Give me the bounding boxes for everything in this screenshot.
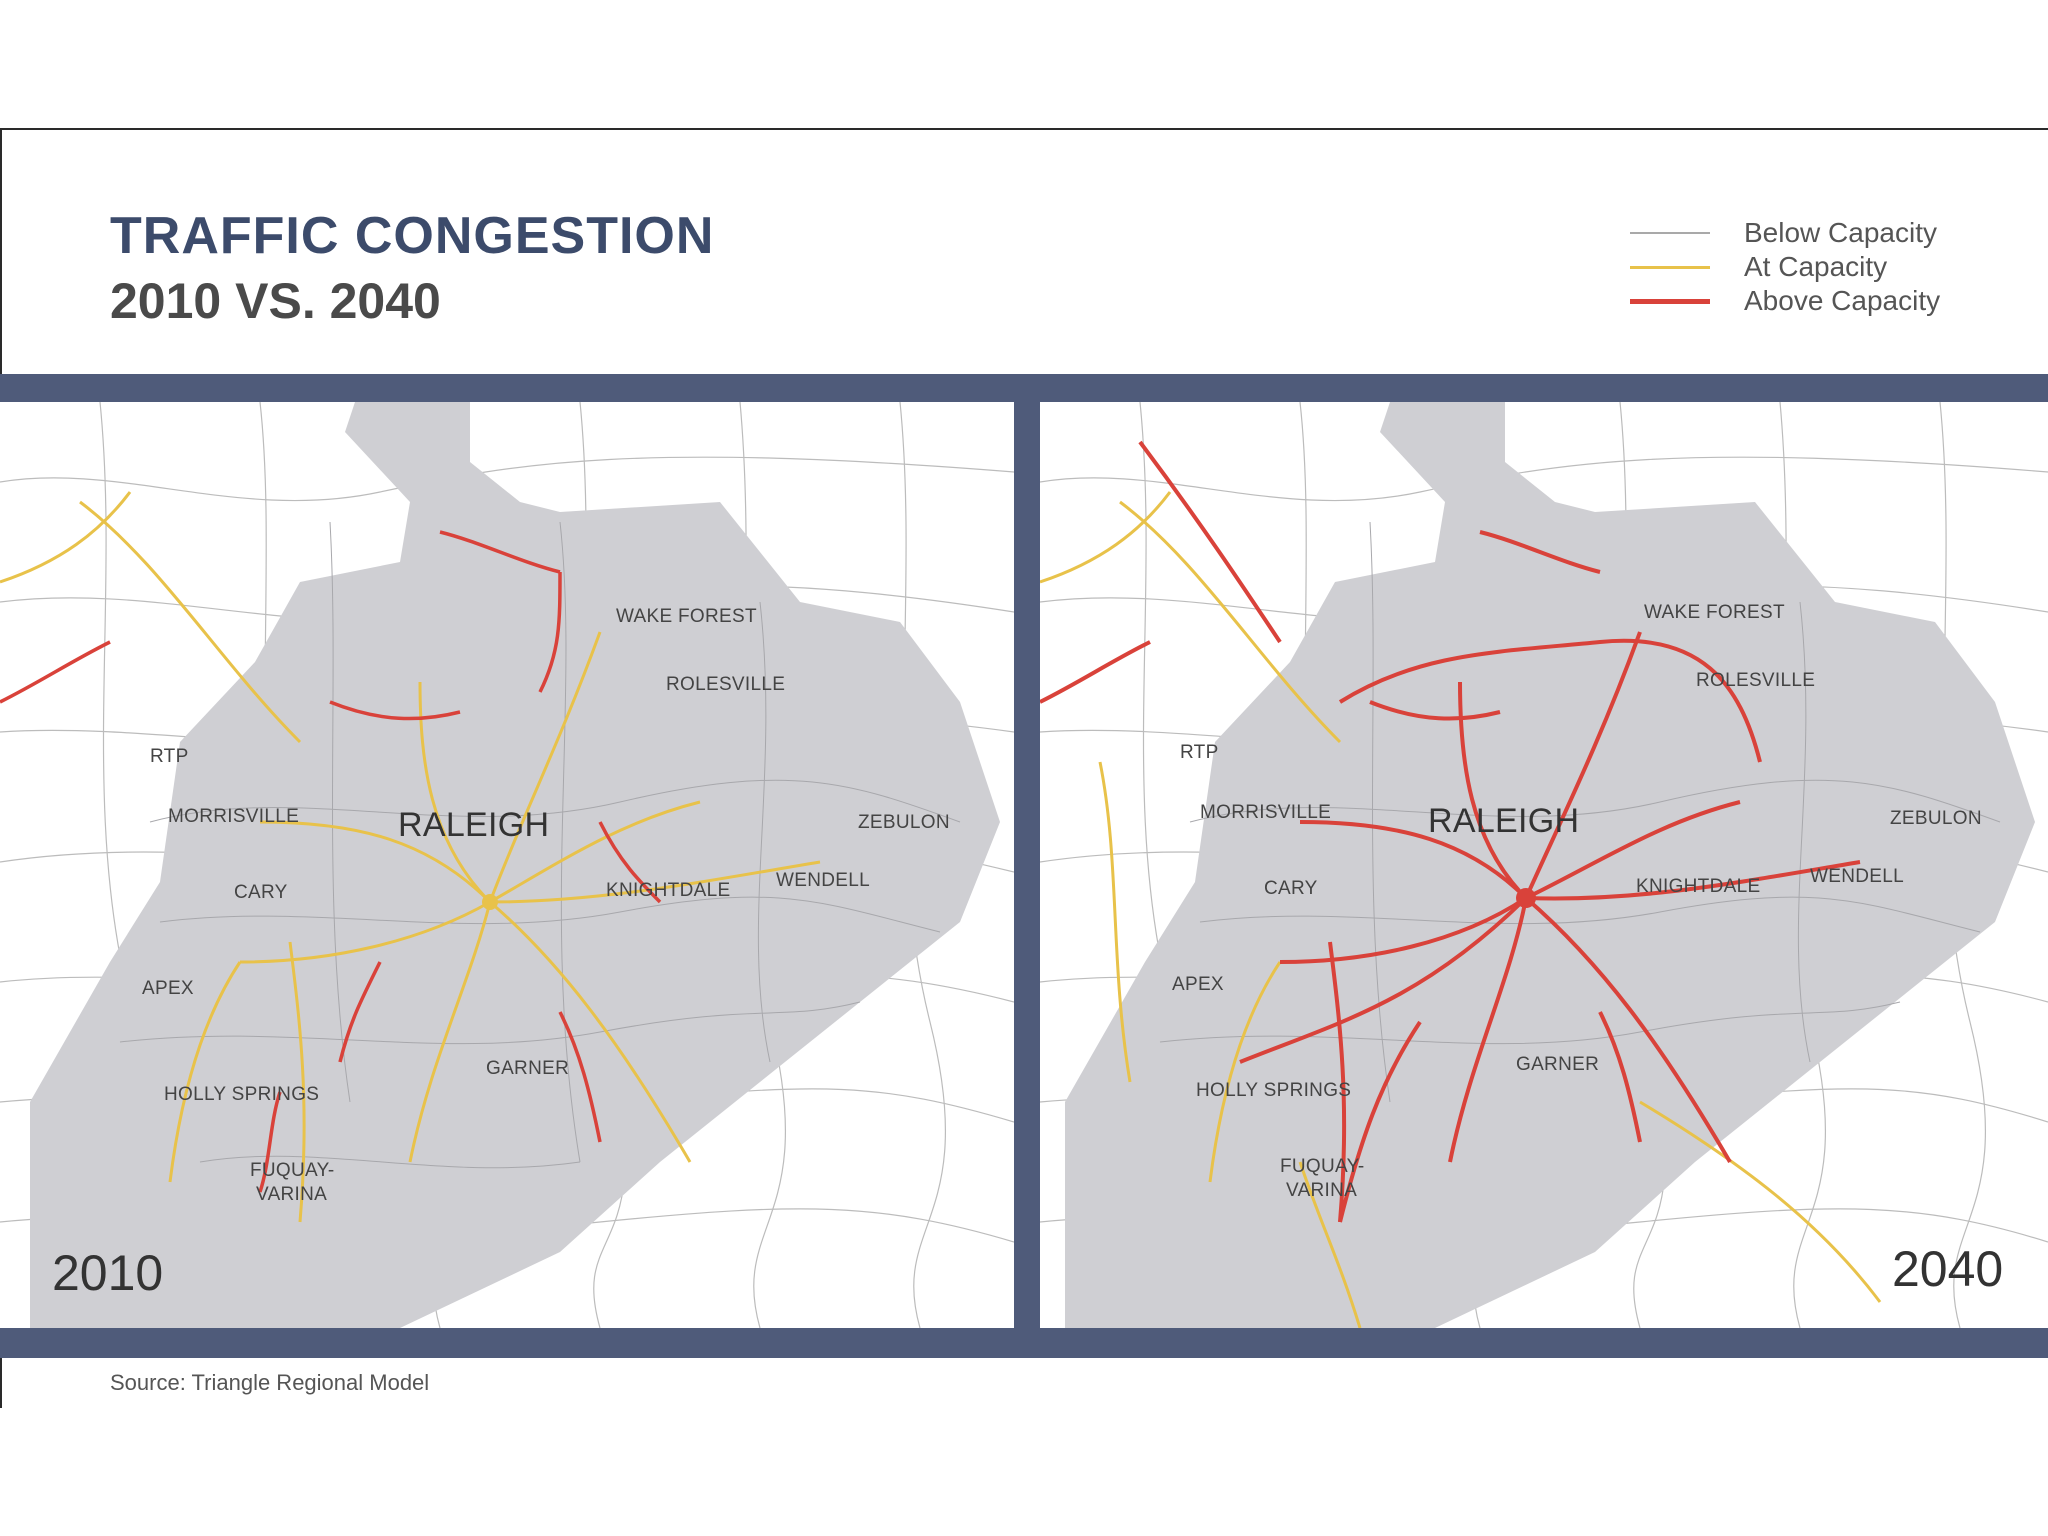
legend-item-at: [1630, 250, 1940, 284]
place-garner-2040: GARNER: [1516, 1054, 1600, 1075]
wake-county-2010: [30, 402, 1000, 1328]
place-rtp-2010: RTP: [150, 746, 189, 767]
place-zebulon-2040: ZEBULON: [1890, 808, 1982, 829]
map-2010: [0, 402, 1014, 1328]
place-fuquay-2040: FUQUAY-: [1280, 1156, 1365, 1177]
source-note: Source: Triangle Regional Model: [110, 1370, 430, 1395]
legend-label-below: Below Capacity: [1744, 217, 1937, 248]
place-wake-forest-2010: WAKE FOREST: [616, 606, 757, 627]
raleigh-center-2040: [1516, 888, 1536, 908]
place-wake-forest-2040: WAKE FOREST: [1644, 602, 1785, 623]
place-holly-springs-2010: HOLLY SPRINGS: [164, 1084, 320, 1105]
bottom-band: [0, 1328, 2048, 1358]
legend-label-above: Above Capacity: [1744, 285, 1941, 316]
place-wendell-2040: WENDELL: [1810, 866, 1904, 887]
page-title: TRAFFIC CONGESTION: [110, 207, 715, 265]
place-morrisville-2010: MORRISVILLE: [168, 806, 300, 827]
place-rtp-2040: RTP: [1180, 742, 1219, 763]
place-apex-2040: APEX: [1172, 974, 1224, 995]
legend-swatch-above: [1630, 299, 1710, 304]
place-raleigh-2040: RALEIGH: [1428, 802, 1580, 840]
place-varina-2040: VARINA: [1286, 1180, 1358, 1201]
page-subtitle: 2010 VS. 2040: [110, 273, 441, 329]
legend-swatch-at: [1630, 266, 1710, 269]
place-knightdale-2040: KNIGHTDALE: [1636, 876, 1761, 897]
place-rolesville-2010: ROLESVILLE: [666, 674, 786, 695]
place-cary-2010: CARY: [234, 882, 288, 903]
place-morrisville-2040: MORRISVILLE: [1200, 802, 1332, 823]
place-apex-2010: APEX: [142, 978, 194, 999]
year-label-2040: 2040: [1892, 1241, 2004, 1297]
place-zebulon-2010: ZEBULON: [858, 812, 950, 833]
place-varina-2010: VARINA: [256, 1184, 328, 1205]
panel-divider: [1014, 400, 1040, 1330]
map-legend: [1630, 216, 1940, 318]
place-garner-2010: GARNER: [486, 1058, 570, 1079]
legend-item-above: [1630, 284, 1940, 318]
top-band: [0, 374, 2048, 402]
year-label-2010: 2010: [52, 1245, 164, 1301]
raleigh-center-2010: [482, 894, 498, 910]
map-2010-canvas: [0, 402, 1014, 1328]
legend-swatch-below: [1630, 232, 1710, 234]
place-cary-2040: CARY: [1264, 878, 1318, 899]
map-2040-canvas: [1040, 402, 2048, 1328]
legend-label-at: At Capacity: [1744, 251, 1888, 282]
place-raleigh-2010: RALEIGH: [398, 806, 550, 844]
place-fuquay-2010: FUQUAY-: [250, 1160, 335, 1181]
place-holly-springs-2040: HOLLY SPRINGS: [1196, 1080, 1352, 1101]
map-2040: [1040, 402, 2048, 1328]
place-rolesville-2040: ROLESVILLE: [1696, 670, 1816, 691]
place-knightdale-2010: KNIGHTDALE: [606, 880, 731, 901]
place-wendell-2010: WENDELL: [776, 870, 870, 891]
legend-item-below: [1630, 216, 1940, 250]
